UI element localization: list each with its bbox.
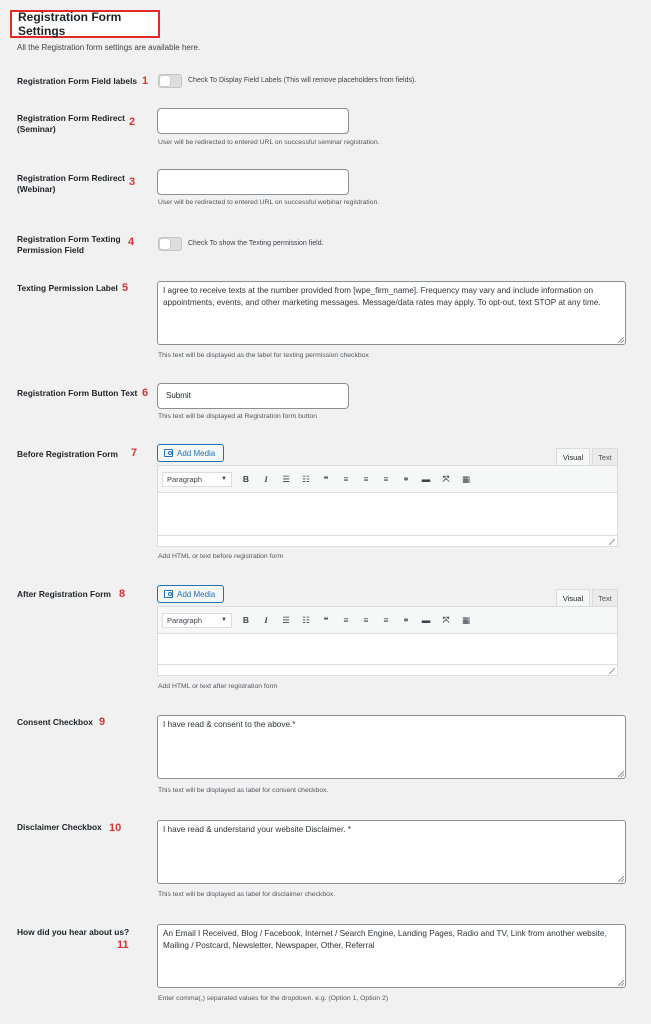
field-labels-toggle[interactable]: [158, 74, 182, 88]
fullscreen-icon[interactable]: ⤧: [442, 473, 450, 484]
blockquote-icon[interactable]: ❝: [323, 614, 329, 625]
toolbar-toggle-icon[interactable]: ▦: [461, 473, 471, 484]
before-form-number: 7: [131, 447, 138, 459]
after-form-desc: Add HTML or text after registration form: [158, 683, 278, 690]
redirect-webinar-desc: User will be redirected to entered URL on successful webinar registration.: [158, 199, 380, 206]
after-form-label: After Registration Form: [17, 589, 111, 599]
before-form-add-media-button[interactable]: [157, 444, 224, 462]
add-media-label: Add Media: [177, 448, 216, 458]
disclaimer-label: Disclaimer Checkbox: [17, 822, 102, 832]
after-form-editor-resize[interactable]: [158, 664, 617, 675]
page-title: Registration Form Settings: [18, 10, 122, 38]
redirect-webinar-number: 3: [129, 176, 136, 188]
read-more-icon[interactable]: ▬: [421, 615, 431, 625]
read-more-icon[interactable]: ▬: [421, 474, 431, 484]
redirect-seminar-number: 2: [129, 116, 136, 128]
after-form-number: 8: [119, 588, 126, 600]
italic-icon[interactable]: I: [264, 474, 268, 484]
button-text-input[interactable]: Submit: [157, 383, 349, 409]
chevron-down-icon: ▼: [221, 617, 227, 623]
field-labels-number: 1: [142, 75, 149, 87]
redirect-seminar-desc: User will be redirected to entered URL on successful seminar registration.: [158, 139, 380, 146]
add-media-label: Add Media: [177, 589, 216, 599]
consent-desc: This text will be displayed as label for consent checkbox.: [158, 787, 329, 794]
consent-number: 9: [99, 716, 106, 728]
redirect-webinar-input[interactable]: [157, 169, 349, 195]
redirect-seminar-input[interactable]: [157, 108, 349, 134]
after-form-editor-body[interactable]: [158, 634, 617, 664]
page-subtitle: All the Registration form settings are available here.: [17, 43, 201, 52]
redirect-seminar-label: Registration Form Redirect (Seminar): [17, 113, 125, 134]
format-select[interactable]: [162, 613, 232, 628]
hear-about-label: How did you hear about us?: [17, 927, 130, 937]
format-select-value: Paragraph: [167, 474, 203, 484]
field-labels-toggle-text: Check To Display Field Labels (This will remove placeholders from fields).: [188, 77, 417, 84]
texting-permission-textarea[interactable]: I agree to receive texts at the number provided from [wpe_firm_name]. Frequency may vary and include information on appointments, events, and other marketing messages. Message/data rates may apply. To opt-out, text STOP at any time.: [157, 281, 626, 345]
after-form-tab-text[interactable]: Text: [592, 589, 618, 606]
align-right-icon[interactable]: ≡: [383, 615, 389, 625]
hear-about-desc: Enter comma(,) separated values for the dropdown. e.g. (Option 1, Option 2): [158, 995, 389, 1002]
texting-permission-toggle[interactable]: [158, 237, 182, 251]
hear-about-number: 11: [117, 939, 129, 951]
align-center-icon[interactable]: ≡: [363, 615, 369, 625]
before-form-toolbar: [158, 466, 617, 493]
bullet-list-icon[interactable]: ☰: [282, 473, 290, 484]
field-labels-label: Registration Form Field labels: [17, 76, 138, 86]
add-media-icon: [164, 449, 173, 457]
bold-icon[interactable]: B: [242, 615, 250, 625]
toolbar-toggle-icon[interactable]: ▦: [461, 614, 471, 625]
numbered-list-icon[interactable]: ☷: [302, 473, 310, 484]
bullet-list-icon[interactable]: ☰: [282, 614, 290, 625]
after-form-tab-visual[interactable]: Visual: [556, 589, 590, 606]
before-form-label: Before Registration Form: [17, 449, 118, 459]
before-form-editor-resize[interactable]: [158, 535, 617, 546]
numbered-list-icon[interactable]: ☷: [302, 614, 310, 625]
align-center-icon[interactable]: ≡: [363, 474, 369, 484]
button-text-desc: This text will be displayed at Registration form button: [158, 413, 318, 420]
before-form-editor-body[interactable]: [158, 493, 617, 535]
bold-icon[interactable]: B: [242, 474, 250, 484]
fullscreen-icon[interactable]: ⤧: [442, 614, 450, 625]
add-media-icon: [164, 590, 173, 598]
button-text-label: Registration Form Button Text: [17, 388, 138, 398]
after-form-editor: [157, 606, 618, 676]
align-left-icon[interactable]: ≡: [343, 474, 349, 484]
chevron-down-icon: ▼: [221, 476, 227, 482]
texting-permission-field-number: 4: [128, 236, 135, 248]
texting-permission-label-number: 5: [122, 282, 129, 294]
before-form-tab-visual[interactable]: Visual: [556, 448, 590, 465]
redirect-webinar-label: Registration Form Redirect (Webinar): [17, 173, 125, 194]
texting-permission-label-label: Texting Permission Label: [17, 283, 118, 293]
format-select[interactable]: [162, 472, 232, 487]
texting-permission-toggle-text: Check To show the Texting permission field.: [188, 240, 324, 247]
link-icon[interactable]: ⚭: [402, 473, 410, 484]
hear-about-textarea[interactable]: An Email I Received, Blog / Facebook, Internet / Search Engine, Landing Pages, Radio and TV, Link from another website, Mailing / Postcard, Newsletter, Newspaper, Other, Referral: [157, 924, 626, 988]
page-title-box: [10, 10, 160, 38]
texting-permission-field-label: Registration Form Texting Permission Field: [17, 234, 121, 255]
consent-label: Consent Checkbox: [17, 717, 93, 727]
button-text-number: 6: [142, 387, 149, 399]
link-icon[interactable]: ⚭: [402, 614, 410, 625]
before-form-desc: Add HTML or text before registration form: [158, 553, 284, 560]
align-right-icon[interactable]: ≡: [383, 474, 389, 484]
after-form-add-media-button[interactable]: [157, 585, 224, 603]
italic-icon[interactable]: I: [264, 615, 268, 625]
disclaimer-textarea[interactable]: I have read & understand your website Disclaimer. *: [157, 820, 626, 884]
disclaimer-desc: This text will be displayed as label for disclaimer checkbox.: [158, 891, 336, 898]
after-form-toolbar: [158, 607, 617, 634]
align-left-icon[interactable]: ≡: [343, 615, 349, 625]
format-select-value: Paragraph: [167, 615, 203, 625]
before-form-editor: [157, 465, 618, 547]
blockquote-icon[interactable]: ❝: [323, 473, 329, 484]
texting-permission-desc: This text will be displayed as the label for texting permission checkbox: [158, 352, 369, 359]
before-form-tab-text[interactable]: Text: [592, 448, 618, 465]
disclaimer-number: 10: [109, 822, 122, 834]
consent-textarea[interactable]: I have read & consent to the above.*: [157, 715, 626, 779]
